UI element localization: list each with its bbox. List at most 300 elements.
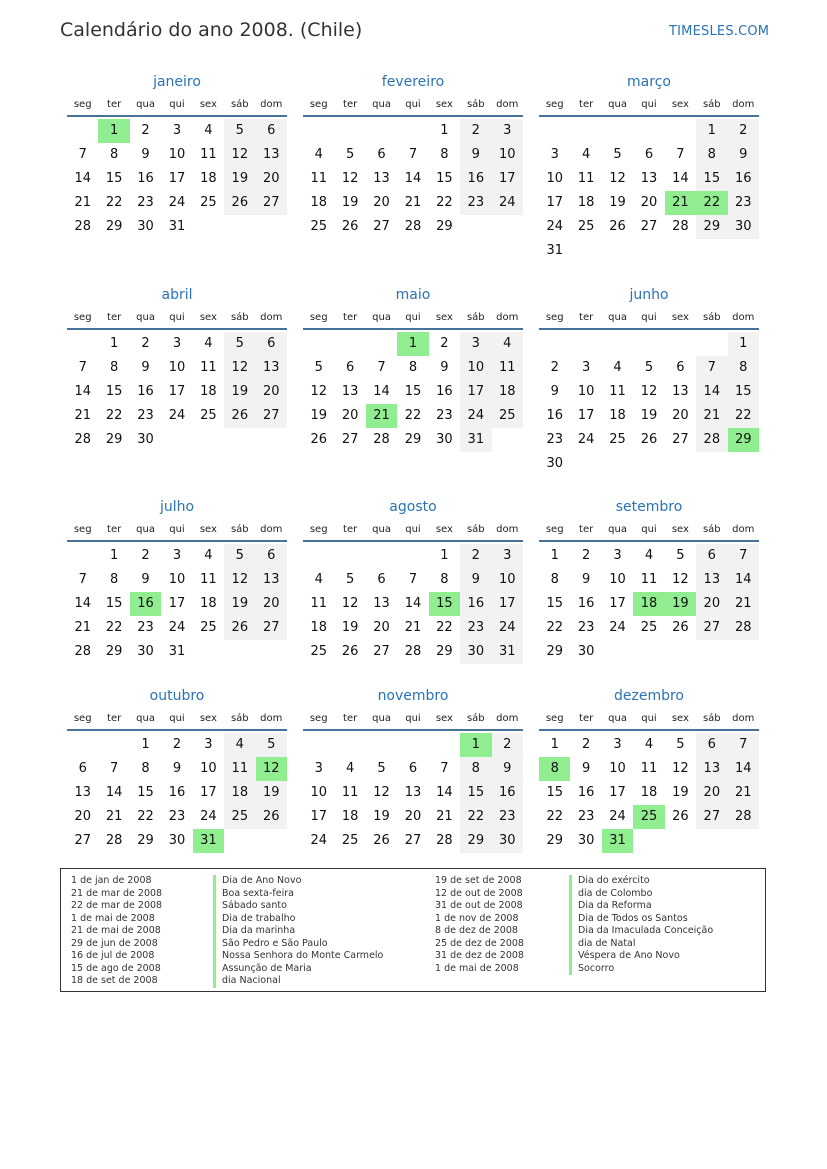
empty-cell [570,119,601,143]
weekday-label: sex [199,312,217,323]
holiday-name: Dia de trabalho [213,913,383,926]
day-cell: 29 [436,644,453,659]
day-cell: 8 [440,147,449,162]
month-agosto [303,498,523,664]
weekday-label: qua [608,713,627,724]
weekday-label: sáb [230,99,249,110]
day-cell: 22 [105,195,123,210]
weekday-label: seg [309,713,328,724]
day-cell: 7 [408,572,418,587]
day-cell: 25 [200,408,217,423]
day-cell: 7 [109,761,119,776]
weekday-label: qua [608,99,627,110]
day-cell: 26 [224,616,255,640]
weekday-label: qui [169,713,185,724]
day-cell: 24 [492,616,523,640]
day-cell: 20 [696,781,727,805]
day-cell: 13 [341,384,359,399]
day-cell: 27 [256,616,287,640]
day-cell: 13 [404,785,422,800]
empty-cell [366,119,397,143]
empty-cell [602,119,633,143]
day-cell: 29 [105,219,123,234]
empty-cell [334,544,365,568]
weekday-label: seg [309,99,328,110]
day-cell: 18 [200,171,217,186]
holiday-name: Dia da Reforma [569,900,713,913]
holiday-day-cell: 22 [696,191,727,215]
day-cell: 8 [696,143,727,167]
day-cell: 15 [105,171,123,186]
day-cell: 14 [728,757,759,781]
day-cell: 30 [492,829,523,853]
holiday-date: 1 de mai de 2008 [435,962,519,974]
day-cell: 1 [141,737,150,752]
day-cell: 23 [460,191,491,215]
day-cell: 27 [696,616,727,640]
day-cell: 14 [373,384,390,399]
day-cell: 22 [436,195,453,210]
day-cell: 10 [577,384,595,399]
month-title: fevereiro [381,74,445,90]
weekday-label: sex [435,312,453,323]
weekday-header [539,520,759,542]
day-cell: 5 [345,572,355,587]
day-cell: 25 [200,195,217,210]
weekday-label: sáb [702,713,721,724]
day-cell: 30 [577,833,595,848]
day-cell: 3 [314,761,323,776]
day-cell: 7 [78,147,87,162]
day-cell: 21 [74,620,91,635]
day-cell: 21 [728,592,759,616]
holiday-date: 1 de mai de 2008 [71,912,155,924]
weekday-label: ter [579,524,594,535]
day-cell: 8 [440,572,449,587]
weekday-label: dom [260,524,283,535]
month-title: março [627,74,671,90]
weekday-label: dom [732,713,755,724]
day-cell: 14 [105,785,123,800]
holiday-date: 19 de set de 2008 [435,875,522,886]
weekday-label: sex [199,99,217,110]
day-cell: 12 [609,171,626,186]
day-cell: 11 [200,360,217,375]
day-cell: 24 [168,195,186,210]
day-cell: 17 [168,384,186,399]
day-cell: 22 [404,408,422,423]
weekday-label: seg [545,312,564,323]
day-cell: 26 [672,620,689,635]
day-cell: 15 [436,171,453,186]
day-cell: 4 [644,737,654,752]
day-grid [67,544,287,664]
day-cell: 20 [341,408,359,423]
day-cell: 18 [200,384,217,399]
day-cell: 15 [696,167,727,191]
day-cell: 14 [436,785,453,800]
empty-cell [67,544,98,568]
empty-cell [366,544,397,568]
day-cell: 17 [492,592,523,616]
day-cell: 6 [377,147,386,162]
day-cell: 14 [74,171,91,186]
holiday-date: 8 de dez de 2008 [435,925,518,936]
weekday-label: sex [671,312,689,323]
day-cell: 3 [172,123,182,138]
day-cell: 14 [728,568,759,592]
day-cell: 8 [141,761,150,776]
day-cell: 3 [492,119,523,143]
weekday-label: qui [405,99,421,110]
day-cell: 29 [436,219,453,234]
day-cell: 3 [492,544,523,568]
day-cell: 22 [105,620,123,635]
day-cell: 2 [172,737,182,752]
day-cell: 20 [256,592,287,616]
day-grid [303,332,523,452]
day-cell: 21 [74,408,91,423]
day-cell: 20 [74,809,91,824]
day-cell: 17 [168,171,186,186]
day-cell: 12 [224,568,255,592]
weekday-header [303,709,523,731]
holiday-name: São Pedro e São Paulo [213,938,383,951]
day-cell: 30 [137,432,154,447]
weekday-label: sex [199,524,217,535]
day-cell: 28 [373,432,390,447]
day-cell: 16 [137,171,154,186]
holiday-date: 31 de out de 2008 [435,900,523,911]
holiday-day-cell: 1 [397,332,428,356]
weekday-label: sáb [702,524,721,535]
day-cell: 15 [105,596,123,611]
day-cell: 1 [728,332,759,356]
holiday-date: 15 de ago de 2008 [71,962,161,974]
day-cell: 20 [640,195,658,210]
day-cell: 27 [640,219,658,234]
empty-cell [429,733,460,757]
day-cell: 17 [609,596,626,611]
day-cell: 2 [141,548,150,563]
day-cell: 9 [440,360,449,375]
day-cell: 26 [672,809,689,824]
day-cell: 22 [436,620,453,635]
day-cell: 5 [314,360,323,375]
weekday-label: ter [107,312,122,323]
day-cell: 1 [550,548,559,563]
empty-cell [334,119,365,143]
weekday-label: qua [372,99,391,110]
day-cell: 19 [373,809,390,824]
day-cell: 14 [404,171,422,186]
weekday-label: sex [435,524,453,535]
weekday-label: ter [579,312,594,323]
empty-cell [633,119,664,143]
day-cell: 15 [546,785,563,800]
day-cell: 27 [74,833,91,848]
day-cell: 21 [728,781,759,805]
day-cell: 1 [550,737,559,752]
weekday-label: sáb [230,312,249,323]
day-cell: 6 [696,733,727,757]
day-cell: 13 [672,384,689,399]
day-cell: 8 [728,356,759,380]
day-cell: 13 [373,171,390,186]
day-cell: 8 [109,147,119,162]
weekday-label: seg [73,524,92,535]
day-cell: 26 [310,432,327,447]
day-cell: 28 [404,644,422,659]
day-cell: 21 [404,620,422,635]
day-cell: 5 [224,119,255,143]
holiday-day-cell: 31 [602,829,633,853]
day-cell: 17 [168,596,186,611]
day-cell: 17 [460,380,491,404]
day-grid [539,332,759,476]
day-cell: 29 [137,833,154,848]
day-cell: 12 [341,596,359,611]
holiday-date: 25 de dez de 2008 [435,937,524,949]
day-cell: 4 [345,761,355,776]
day-cell: 16 [546,408,563,423]
day-cell: 23 [728,191,759,215]
page-title: Calendário do ano 2008. (Chile) [60,19,363,41]
day-cell: 23 [460,616,491,640]
day-cell: 14 [696,380,727,404]
weekday-label: ter [343,524,358,535]
day-cell: 11 [200,147,217,162]
day-cell: 30 [546,456,563,471]
day-cell: 18 [577,195,595,210]
day-cell: 2 [581,737,591,752]
day-cell: 8 [460,757,491,781]
day-cell: 11 [310,596,327,611]
day-cell: 16 [137,384,154,399]
month-outubro [67,687,287,853]
month-title: outubro [149,688,205,704]
holiday-name: dia de Natal [569,938,713,951]
day-cell: 5 [644,360,654,375]
day-cell: 9 [728,143,759,167]
weekday-label: qui [641,524,657,535]
day-cell: 29 [460,829,491,853]
day-cell: 4 [492,332,523,356]
day-cell: 28 [74,432,91,447]
day-cell: 11 [492,356,523,380]
weekday-label: qui [169,312,185,323]
day-cell: 23 [492,805,523,829]
day-cell: 17 [546,195,563,210]
brand-link[interactable]: TIMESLES.COM [669,24,770,39]
empty-cell [303,332,334,356]
day-cell: 20 [256,167,287,191]
day-cell: 21 [105,809,123,824]
day-cell: 26 [373,833,390,848]
day-cell: 18 [640,785,658,800]
holiday-dates-right [435,875,524,975]
day-cell: 20 [404,809,422,824]
day-cell: 5 [676,737,685,752]
weekday-header [539,709,759,731]
day-cell: 10 [609,761,626,776]
day-cell: 9 [141,147,150,162]
month-julho [67,498,287,664]
holiday-name: Dia da marinha [213,925,383,938]
day-cell: 3 [550,147,559,162]
weekday-label: qui [641,99,657,110]
holiday-date: 16 de jul de 2008 [71,950,155,961]
day-cell: 17 [577,408,595,423]
empty-cell [397,733,428,757]
day-cell: 7 [728,544,759,568]
empty-cell [67,119,98,143]
weekday-header [539,95,759,117]
day-cell: 3 [204,737,213,752]
weekday-label: dom [260,312,283,323]
day-cell: 27 [256,191,287,215]
day-cell: 11 [640,761,658,776]
empty-cell [366,332,397,356]
day-cell: 25 [200,620,217,635]
month-title: maio [395,287,431,303]
day-cell: 22 [728,404,759,428]
month-title: julho [159,499,195,515]
day-cell: 17 [609,785,626,800]
holiday-day-cell: 18 [633,592,664,616]
day-cell: 10 [168,147,186,162]
empty-cell [539,119,570,143]
day-cell: 18 [310,620,327,635]
holiday-name: Boa sexta-feira [213,888,383,901]
day-cell: 10 [460,356,491,380]
weekday-label: sáb [466,713,485,724]
day-cell: 8 [109,360,119,375]
day-cell: 24 [168,620,186,635]
day-cell: 3 [460,332,491,356]
weekday-label: seg [309,312,328,323]
month-title: junho [629,287,669,303]
day-cell: 14 [74,384,91,399]
day-cell: 12 [224,143,255,167]
weekday-label: qua [372,713,391,724]
day-cell: 22 [546,620,563,635]
day-cell: 4 [581,147,591,162]
day-cell: 12 [310,384,327,399]
day-cell: 25 [577,219,595,234]
day-cell: 6 [644,147,654,162]
weekday-label: ter [107,524,122,535]
day-cell: 1 [440,548,449,563]
day-cell: 6 [256,119,287,143]
day-cell: 19 [224,380,255,404]
weekday-label: qua [136,99,155,110]
day-cell: 29 [404,432,422,447]
weekday-label: qui [169,99,185,110]
day-cell: 13 [696,757,727,781]
holiday-name: Sábado santo [213,900,383,913]
day-cell: 30 [168,833,186,848]
day-cell: 27 [341,432,359,447]
empty-cell [397,544,428,568]
day-cell: 9 [550,384,559,399]
day-cell: 6 [256,332,287,356]
day-cell: 24 [168,408,186,423]
day-cell: 24 [577,432,595,447]
empty-cell [696,332,727,356]
day-cell: 28 [728,805,759,829]
day-cell: 19 [256,781,287,805]
weekday-header [67,709,287,731]
empty-cell [303,119,334,143]
day-grid [303,733,523,853]
day-cell: 6 [676,360,685,375]
day-cell: 25 [640,620,658,635]
day-cell: 4 [204,123,213,138]
day-cell: 19 [341,195,359,210]
empty-cell [665,119,696,143]
holiday-day-cell: 21 [366,404,397,428]
weekday-header [67,308,287,330]
day-cell: 21 [696,404,727,428]
day-cell: 15 [728,380,759,404]
day-cell: 12 [224,356,255,380]
day-cell: 3 [172,336,182,351]
weekday-label: ter [579,99,594,110]
day-cell: 25 [341,833,359,848]
day-cell: 7 [676,147,685,162]
weekday-label: sex [671,524,689,535]
day-cell: 26 [341,644,359,659]
day-cell: 29 [105,432,123,447]
day-cell: 22 [460,805,491,829]
day-cell: 27 [696,805,727,829]
holiday-day-cell: 19 [665,592,696,616]
day-grid [67,733,287,853]
day-cell: 18 [200,596,217,611]
day-cell: 3 [581,360,591,375]
day-cell: 5 [224,332,255,356]
day-cell: 4 [204,548,213,563]
day-cell: 20 [672,408,689,423]
weekday-label: qua [136,524,155,535]
day-cell: 11 [224,757,255,781]
holiday-day-cell: 25 [633,805,664,829]
day-cell: 2 [460,544,491,568]
day-cell: 16 [460,592,491,616]
weekday-label: seg [545,524,564,535]
day-cell: 23 [577,620,595,635]
month-title: setembro [615,499,683,515]
day-cell: 3 [613,737,622,752]
day-cell: 16 [577,596,595,611]
day-cell: 2 [141,123,150,138]
day-cell: 7 [440,761,449,776]
month-abril [67,286,287,452]
day-cell: 16 [728,167,759,191]
day-cell: 9 [581,761,591,776]
weekday-label: qui [405,524,421,535]
day-cell: 26 [224,191,255,215]
day-cell: 2 [440,336,449,351]
day-cell: 23 [168,809,186,824]
day-grid [539,119,759,263]
weekday-label: qui [405,312,421,323]
day-cell: 28 [105,833,123,848]
day-cell: 26 [609,219,626,234]
holiday-date: 22 de mar de 2008 [71,900,163,911]
day-cell: 16 [577,785,595,800]
